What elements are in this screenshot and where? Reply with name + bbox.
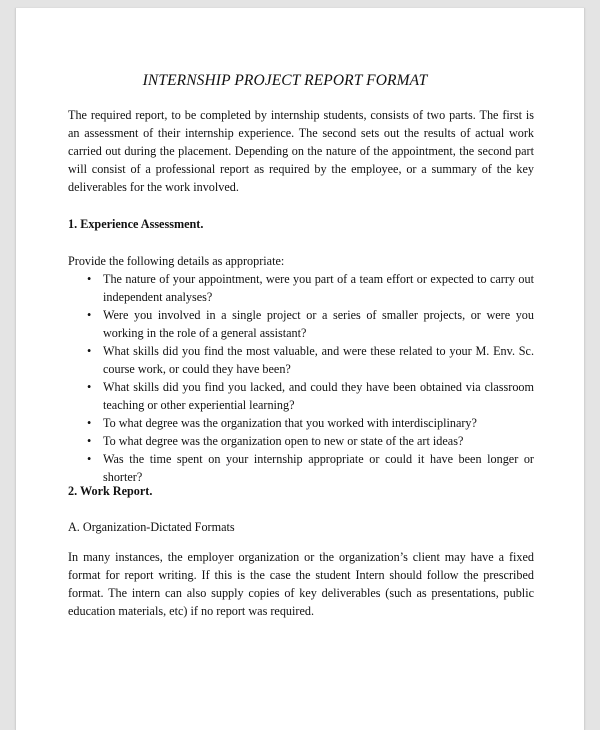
work-report-paragraph: In many instances, the employer organization or the organization’s client may have a fixed format for report writing. If this is the case the student Intern should follow the prescribed format. The intern can also supply copies of key deliverables (such as presentations, public education materials, etc) if no report was required.	[68, 550, 534, 618]
bullet-icon: •	[87, 272, 92, 286]
section-heading-experience-assessment: 1. Experience Assessment.	[68, 217, 204, 231]
list-item	[68, 270, 534, 306]
subsection-heading-organization-formats: A. Organization-Dictated Formats	[68, 520, 235, 534]
list-item	[68, 342, 534, 378]
list-item-text: What skills did you find you lacked, and could they have been obtained via classroom teaching or other experiential learning?	[103, 380, 534, 412]
list-item	[68, 432, 534, 450]
list-item-text: To what degree was the organization open to new or state of the art ideas?	[103, 434, 464, 448]
list-item	[68, 378, 534, 414]
document-title: INTERNSHIP PROJECT REPORT FORMAT	[142, 72, 428, 89]
bullet-icon: •	[87, 416, 92, 430]
list-item-text: To what degree was the organization that you worked with interdisciplinary?	[103, 416, 477, 430]
list-item-text: Were you involved in a single project or a series of smaller projects, or were you working in the role of a general assistant?	[103, 308, 534, 340]
section-heading-work-report: 2. Work Report.	[68, 484, 153, 498]
document-page	[15, 8, 585, 730]
bullet-icon: •	[87, 380, 92, 394]
assessment-bullet-list	[68, 270, 534, 486]
bullet-icon: •	[87, 344, 92, 358]
bullet-icon: •	[87, 452, 92, 466]
list-item-text: Was the time spent on your internship appropriate or could it have been longer or shorter?	[103, 452, 534, 484]
bullet-icon: •	[87, 308, 92, 322]
intro-paragraph: The required report, to be completed by internship students, consists of two parts. The first is an assessment of their internship experience. The second sets out the results of actual work carried out during the placement. Depending on the nature of the appointment, the second part will consist of a professional report as required by the employee, or a summary of the key deliverables for the work involved.	[68, 108, 534, 194]
section-lead-text: Provide the following details as appropriate:	[68, 254, 285, 268]
list-item	[68, 414, 534, 432]
list-item	[68, 306, 534, 342]
bullet-icon: •	[87, 434, 92, 448]
list-item-text: What skills did you find the most valuable, and were these related to your M. Env. Sc. course work, or could they have been?	[103, 344, 534, 376]
list-item	[68, 450, 534, 486]
list-item-text: The nature of your appointment, were you part of a team effort or expected to carry out independent analyses?	[103, 272, 534, 304]
